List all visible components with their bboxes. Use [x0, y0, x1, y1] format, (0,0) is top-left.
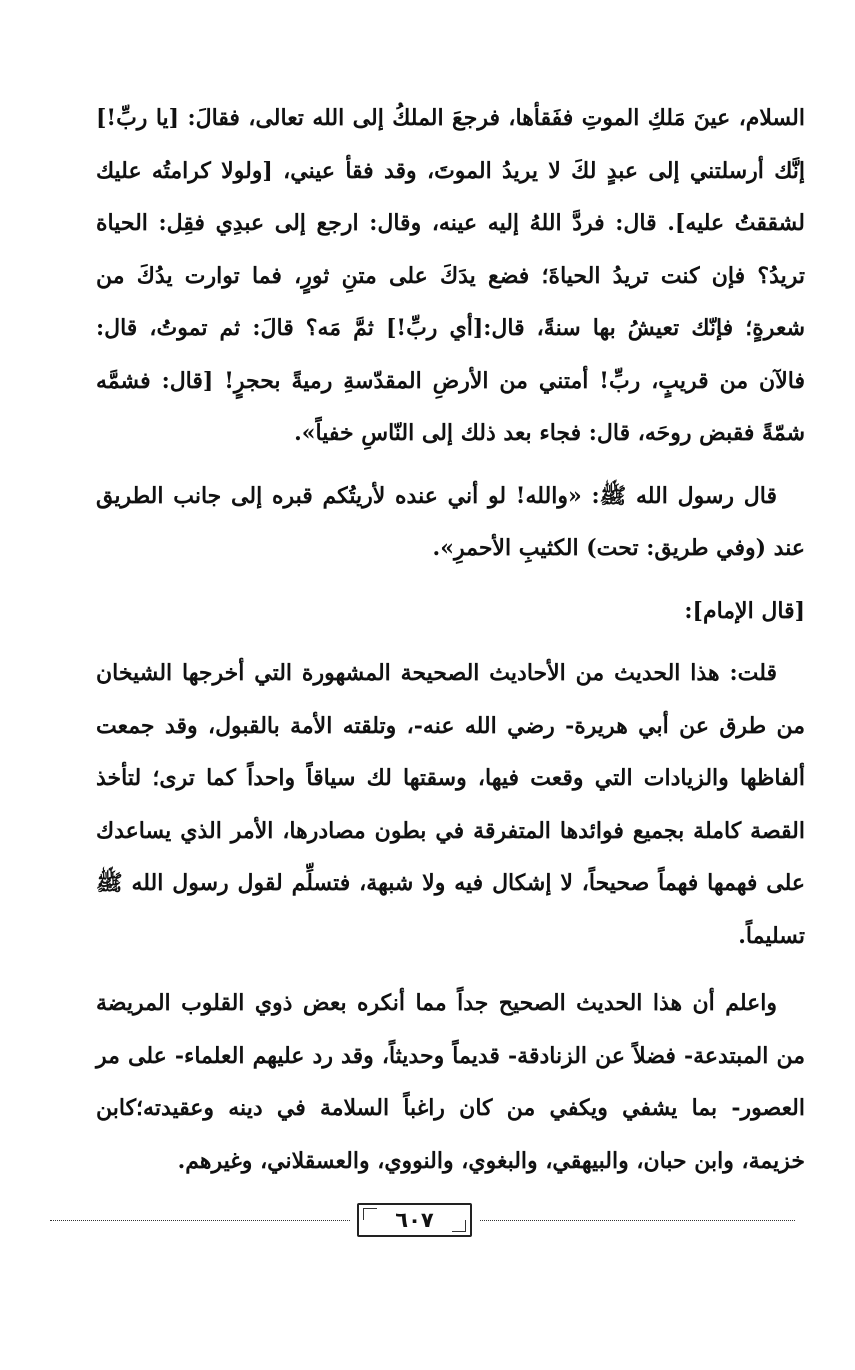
footer-dotted-rule-right — [480, 1220, 795, 1221]
refutation-paragraph: واعلم أن هذا الحديث الصحيح جداً مما أنكره بعض ذوي القلوب المريضة من المبتدعة- فضلاً عن الزنادقة- قديماً وحديثاً، وقد رد عليهم العلماء- على مر العصور- بما يشفي ويكفي من كان راغباً السلامة في دينه وعقيدته؛كابن خزيمة، وابن حبان، والبيهقي، والبغوي، والنووي، والعسقلاني، وغيرهم. — [96, 990, 805, 1174]
frame-ornament-icon — [452, 1220, 466, 1232]
page-footer — [50, 1203, 795, 1239]
page-number-frame — [357, 1203, 472, 1237]
commentary-paragraph: قلت: هذا الحديث من الأحاديث الصحيحة المشهورة التي أخرجها الشيخان من طرق عن أبي هريرة- رضي الله عنه-، وتلقته الأمة بالقبول، وقد جمعت ألفاظها والزيادات التي وقعت فيها، وسقتها لك سياقاً واحداً كما ترى؛ لتأخذ القصة كاملة بجميع فوائدها المتفرقة في بطون مصادرها، الأمر الذي يساعدك على فهمها فهماً صحيحاً، لا إشكال فيه ولا شبهة، فتسلِّم لقول رسول الله ﷺ تسليماً. — [96, 660, 805, 949]
footer-dotted-rule-left — [50, 1220, 350, 1221]
hadith-continuation-paragraph: السلام، عينَ مَلكِ الموتِ ففَقأها، فرجعَ الملكُ إلى الله تعالى، فقالَ: [يا ربِّ!] إنَّك أرسلتني إلى عبدٍ لكَ لا يريدُ الموتَ، وقد فقأ عيني، [ولولا كرامتُه عليك لشققتُ عليه]. قال: فردَّ اللهُ إليه عينه، وقال: ارجع إلى عبدِي فقِل: الحياة تريدُ؟ فإن كنت تريدُ الحياةَ؛ فضع يدَكَ على متنِ ثورٍ، فما توارت يدُكَ من شعرةٍ؛ فإنّك تعيشُ بها سنةً، قال:[أي ربِّ!] ثمَّ مَه؟ قالَ: ثم تموتُ، قال: فالآن من قريبٍ، ربِّ! أمتني من الأرضِ المقدّسةِ رميةً بحجرٍ! [قال: فشمَّه شمّةً فقبض روحَه، قال: فجاء بعد ذلك إلى النّاسِ خفياً». — [96, 105, 805, 446]
page-number: ٦٠٧ — [395, 1208, 434, 1232]
frame-ornament-icon — [363, 1208, 377, 1220]
page-body — [96, 92, 805, 1187]
section-heading: [قال الإمام]: — [684, 597, 805, 624]
prophet-statement-paragraph: قال رسول الله ﷺ: «والله! لو أني عنده لأريتُكم قبره إلى جانب الطريق عند (وفي طريق: تحت) الكثيبِ الأحمرِ». — [96, 482, 805, 561]
